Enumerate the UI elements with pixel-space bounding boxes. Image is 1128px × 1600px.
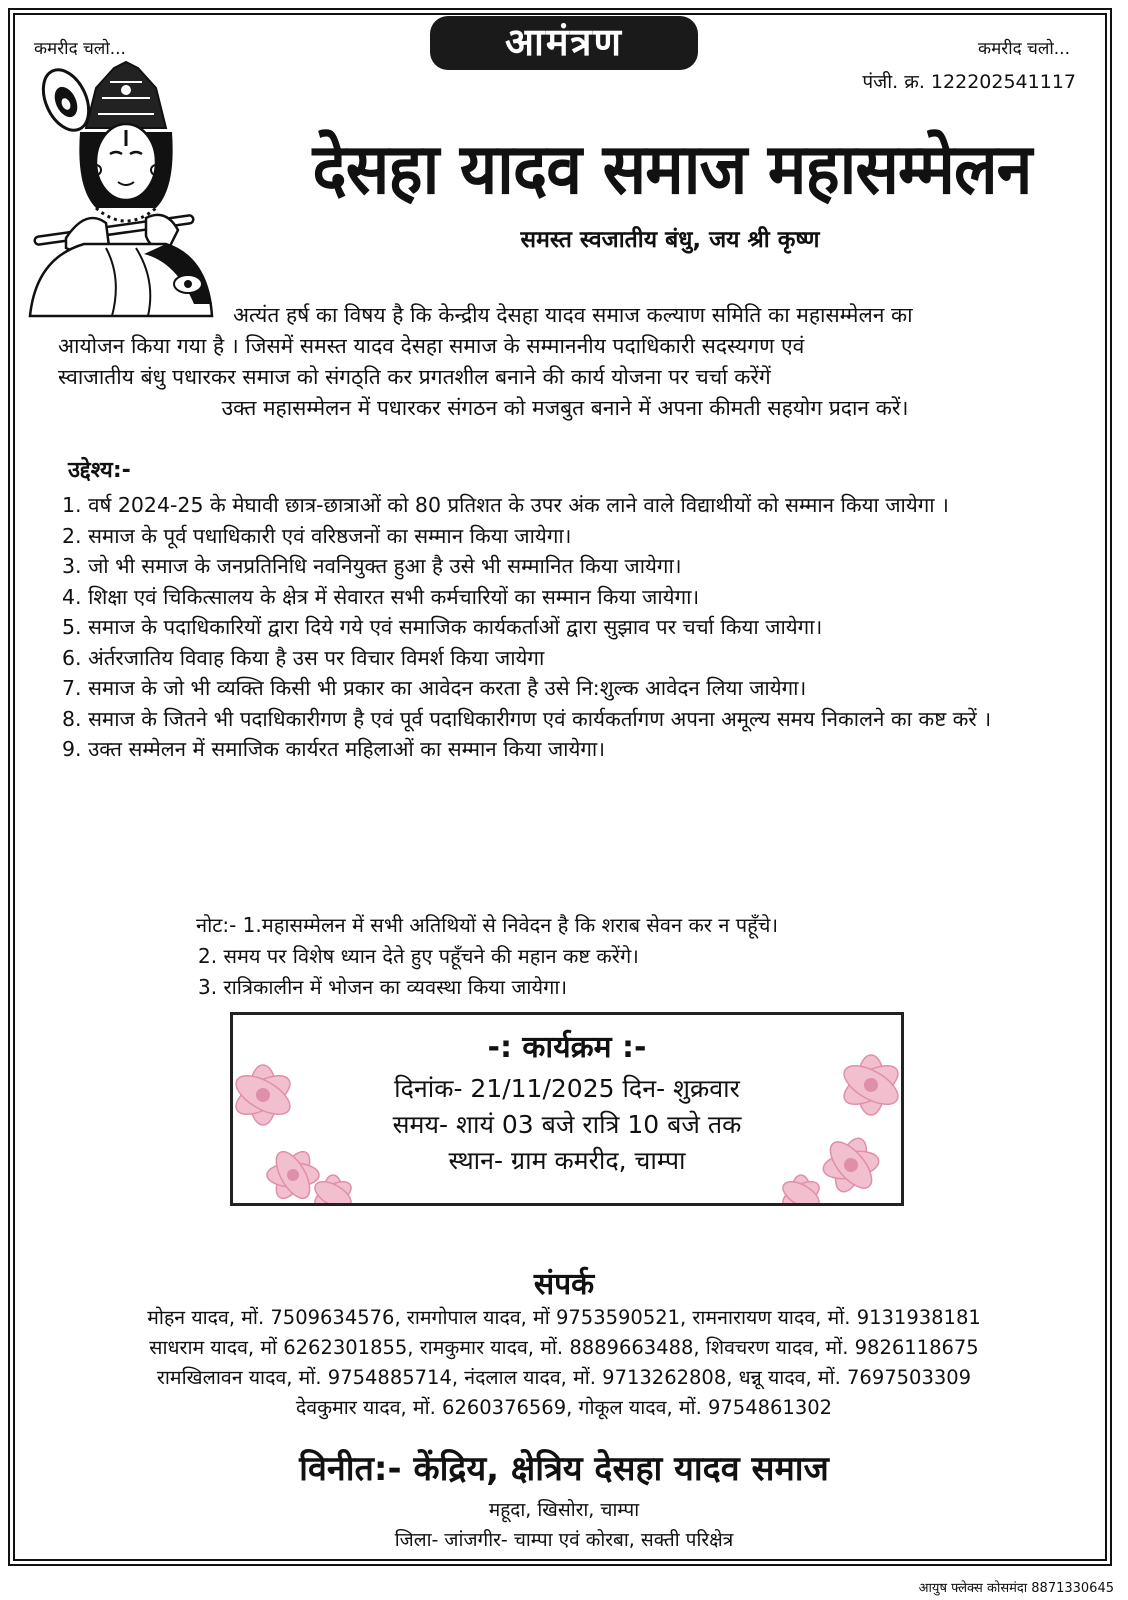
list-item: 3. जो भी समाज के जनप्रतिनिधि नवनियुक्त हुआ है उसे भी सम्मानित किया जायेगा। <box>62 554 682 578</box>
program-date: दिनांक- 21/11/2025 दिन- शुक्रवार <box>394 1074 740 1103</box>
intro-line-1: अत्यंत हर्ष का विषय है कि केन्द्रीय देसहा यादव समाज कल्याण समिति का महासम्मेलन का <box>233 303 913 327</box>
program-heading: -: कार्यक्रम :- <box>487 1030 647 1065</box>
printer-credit: आयुष फ्लेक्स कोसमंदा 8871330645 <box>918 1581 1114 1596</box>
contact-line: देवकुमार यादव, मों. 6260376569, गोकूल यादव, मों. 9754861302 <box>295 1396 833 1419</box>
note-line-2: 2. समय पर विशेष ध्यान देते हुए पहूँचने की महान कष्ट करेंगे। <box>198 944 639 968</box>
objectives-list <box>62 490 1082 765</box>
intro-line-2: आयोजन किया गया है । जिसमें समस्त यादव देसहा समाज के सम्माननीय पदाधिकारी सदस्यगण एवं <box>58 334 805 358</box>
page-title: देसहा यादव समाज महासम्मेलन <box>312 128 1032 210</box>
list-item: 9. उक्त सम्मेलन में समाजिक कार्यरत महिलाओं का सम्मान किया जायेगा। <box>62 737 605 761</box>
registration-number: पंजी. क्र. 122202541117 <box>862 71 1076 93</box>
contact-line: मोहन यादव, मों. 7509634576, रामगोपाल यादव, मों 9753590521, रामनारायण यादव, मों. 9131938181 <box>147 1306 981 1329</box>
list-item: 5. समाज के पदाधिकारियों द्वारा दिये गये एवं समाजिक कार्यकर्ताओं द्वारा सुझाव पर चर्चा किया जायेगा। <box>62 615 823 639</box>
intro-paragraph <box>58 300 1072 424</box>
left-tagline: कमरीद चलो... <box>34 39 126 59</box>
list-item: 2. समाज के पूर्व पधाधिकारी एवं वरिष्ठजनों का सम्मान किया जायेगा। <box>62 523 572 548</box>
contact-line: रामखिलावन यादव, मों. 9754885714, नंदलाल यादव, मों. 9713262808, धन्नू यादव, मों. 7697503309 <box>156 1366 972 1389</box>
contact-list <box>40 1303 1088 1423</box>
list-item: 1. वर्ष 2024-25 के मेघावी छात्र-छात्राओं को 80 प्रतिशत के उपर अंक लाने वाले विद्याथीयों को सम्मान किया जायेगा । <box>62 493 949 517</box>
right-tagline: कमरीद चलो... <box>978 39 1070 59</box>
note-line-3: 3. रात्रिकालीन में भोजन का व्यवस्था किया जायेगा। <box>198 975 568 999</box>
list-item: 4. शिक्षा एवं चिकित्सालय के क्षेत्र में सेवारत सभी कर्मचारियों का सम्मान किया जायेगा। <box>62 584 700 609</box>
program-place: स्थान- ग्राम कमरीद, चाम्पा <box>448 1146 686 1175</box>
note-line-1: नोट:- 1.महासम्मेलन में सभी अतिथियों से निवेदन है कि शराब सेवन कर न पहूँचे। <box>196 913 779 937</box>
contact-heading: संपर्क <box>533 1267 595 1302</box>
sender-address <box>40 1495 1088 1555</box>
sender-heading: विनीत:- केंद्रिय, क्षेत्रिय देसहा यादव समाज <box>299 1449 829 1489</box>
address-line-1: महूदा, खिसोरा, चाम्पा <box>488 1499 640 1521</box>
invitation-badge: आमंत्रण <box>430 16 698 70</box>
list-item: 7. समाज के जो भी व्यक्ति किसी भी प्रकार का आवेदन करता है उसे नि:शुल्क आवेदन लिया जायेगा। <box>62 676 807 700</box>
intro-line-4: उक्त महासम्मेलन में पधारकर संगठन को मजबुत बनाने में अपना कीमती सहयोग प्रदान करें। <box>221 396 909 420</box>
contact-line: साधराम यादव, मों 6262301855, रामकुमार यादव, मों. 8889663488, शिवचरण यादव, मों. 9826118675 <box>149 1336 979 1359</box>
program-time: समय- शायं 03 बजे रात्रि 10 बजे तक <box>392 1110 742 1139</box>
list-item: 6. अंर्तरजातिय विवाह किया है उस पर विचार विमर्श किया जायेगा <box>62 645 545 670</box>
notes-block <box>196 910 1016 1003</box>
objectives-heading: उद्देश्य:- <box>68 458 131 483</box>
list-item: 8. समाज के जितने भी पदाधिकारीगण है एवं पूर्व पदाधिकारीगण एवं कार्यकर्तागण अपना अमूल्य समय निकालने का कष्ट करें । <box>62 706 992 731</box>
intro-line-3: स्वाजातीय बंधु पधारकर समाज को संगठ्ति कर प्रगतशील बनाने की कार्य योजना पर चर्चा करेंगें <box>58 365 771 389</box>
program-box <box>230 1012 904 1206</box>
krishna-illustration <box>26 58 216 320</box>
page-subtitle: समस्त स्वजातीय बंधु, जय श्री कृष्ण <box>520 227 820 253</box>
address-line-2: जिला- जांजगीर- चाम्पा एवं कोरबा, सक्ती परिक्षेत्र <box>394 1529 734 1551</box>
